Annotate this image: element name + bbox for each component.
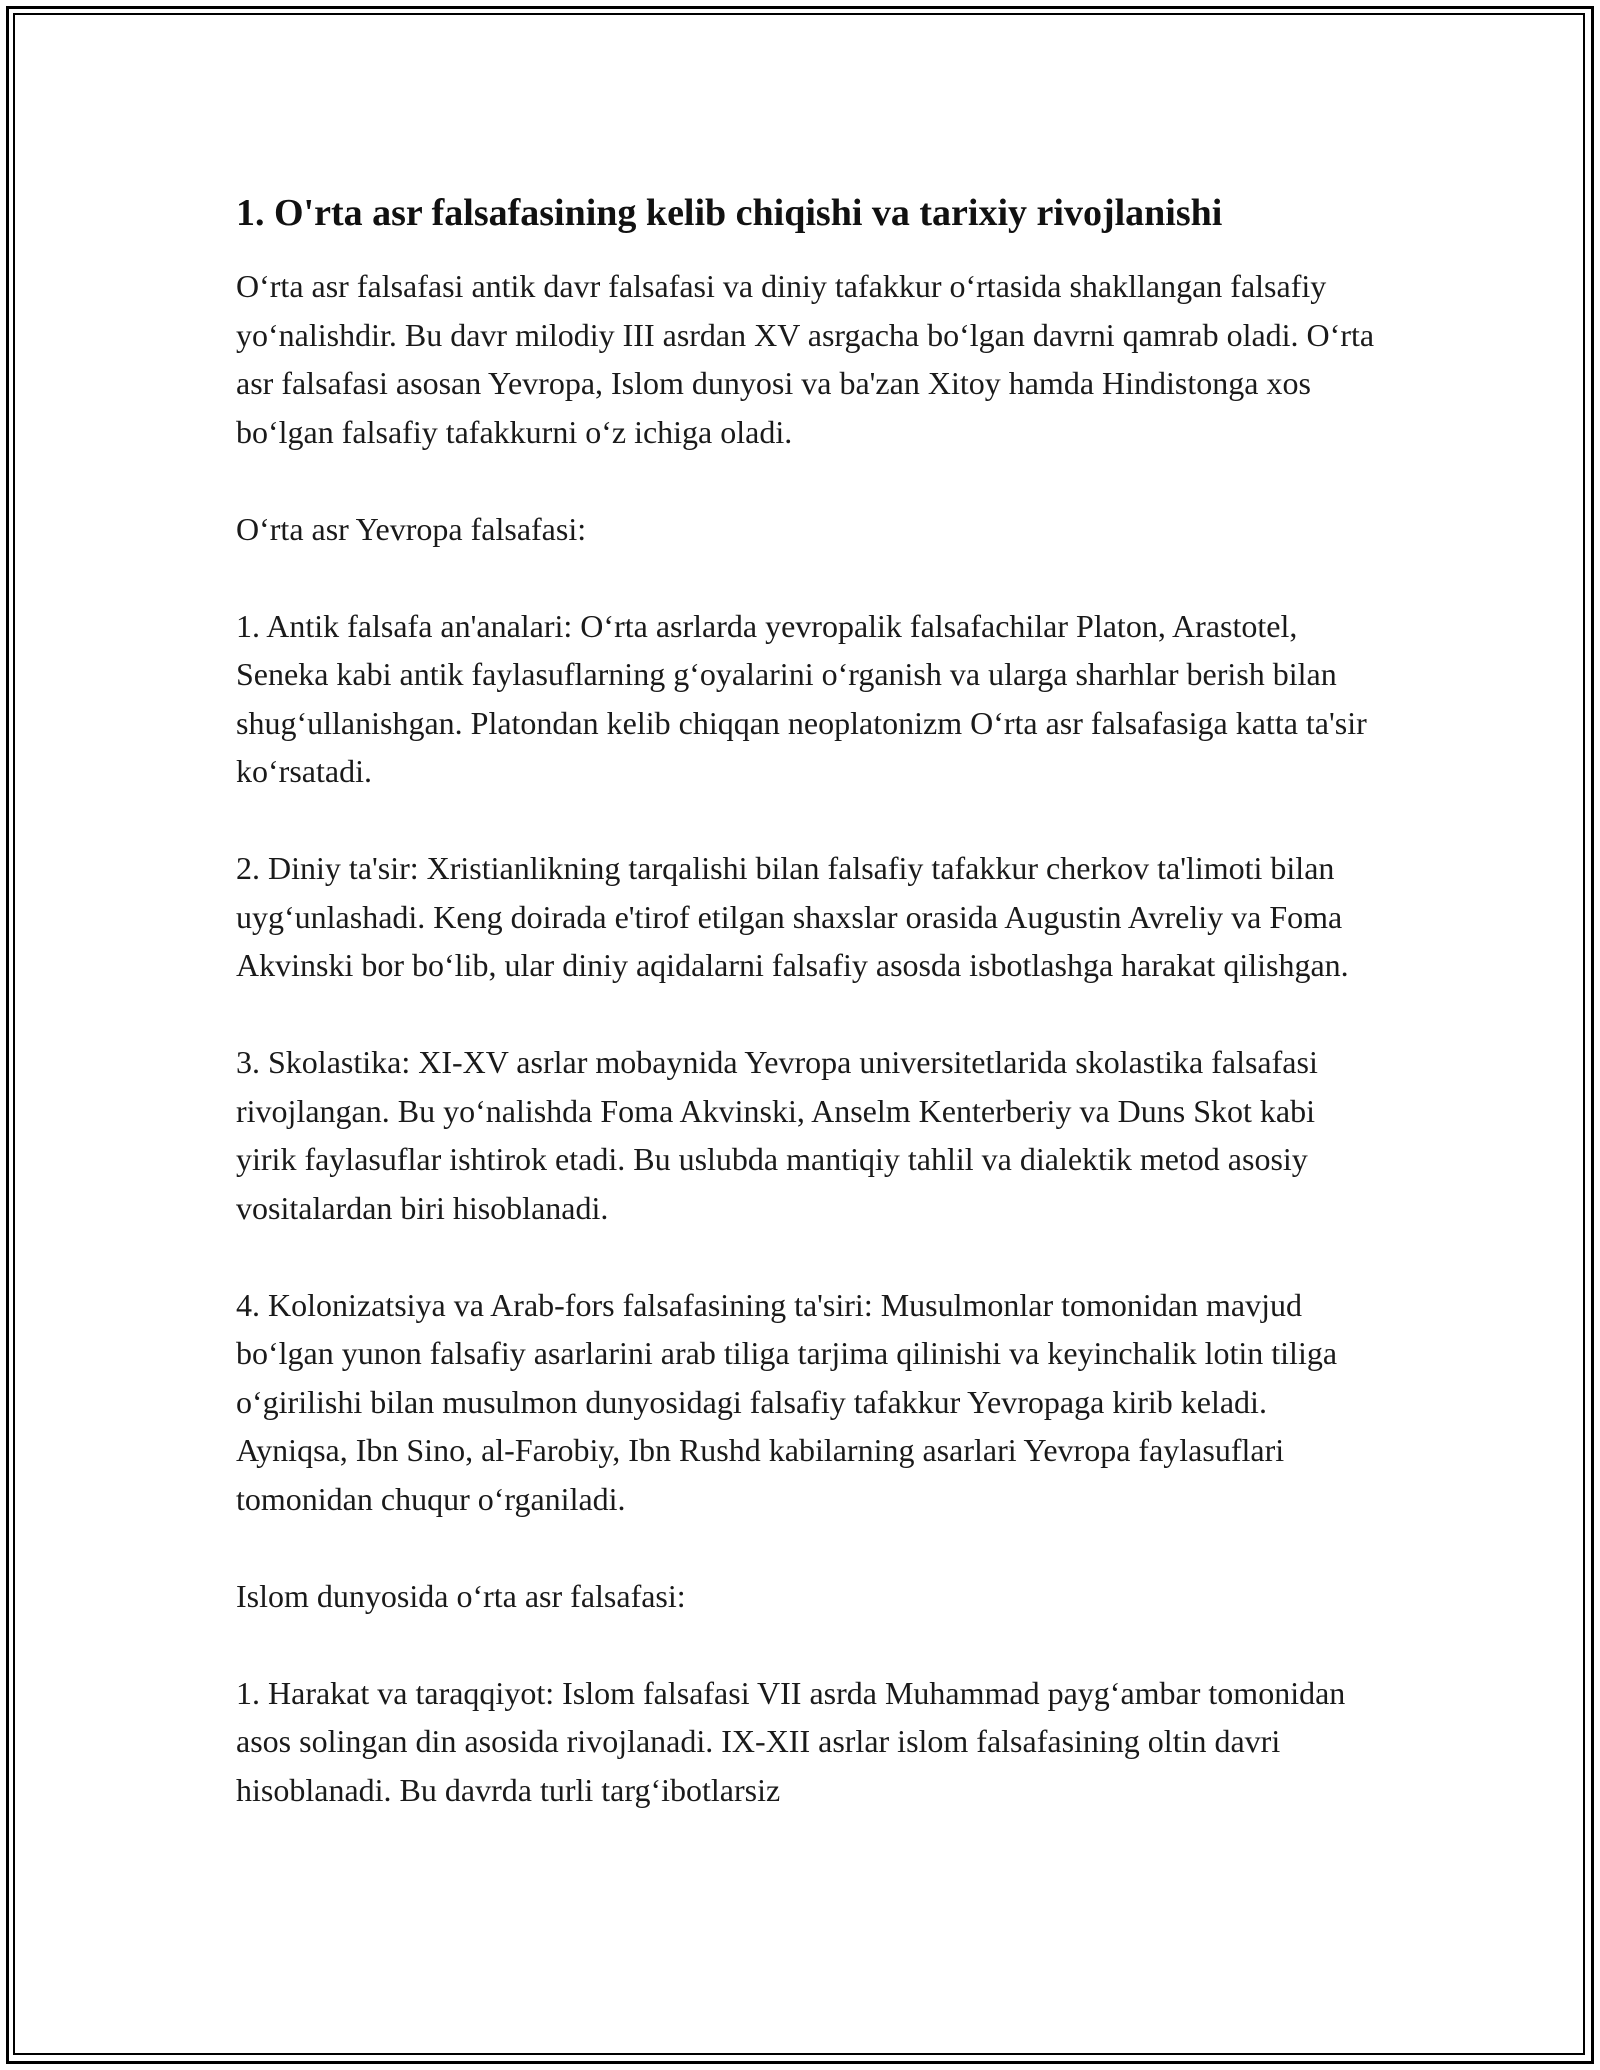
subheading-islamic-world: Islom dunyosida o‘rta asr falsafasi: [236,1577,686,1614]
document-body [236,188,1376,1863]
paragraph-scholasticism: 3. Skolastika: XI-XV asrlar mobaynida Yevropa universitetlarida skolastika falsafasi rivojlangan. Bu yo‘nalishda Foma Akvinski, Anselm Kenterberiy va Duns Skot kabi yirik faylasuflar ishtirok etadi. Bu uslubda mantiqiy tahlil va dialektik metod asosiy vositalardan biri hisoblanadi. [236,1044,1318,1226]
paragraph-arab-persian-influence: 4. Kolonizatsiya va Arab-fors falsafasining ta'siri: Musulmonlar tomonidan mavjud bo‘lgan yunon falsafiy asarlarini arab tiliga tarjima qilinishi va keyinchalik lotin tiliga o‘girilishi bilan musulmon dunyosidagi falsafiy tafakkur Yevropaga kirib keladi. Ayniqsa, Ibn Sino, al-Farobiy, Ibn Rushd kabilarning asarlari Yevropa faylasuflari tomonidan chuqur o‘rganiladi. [236,1286,1338,1517]
paragraph-religious-influence: 2. Diniy ta'sir: Xristianlikning tarqalishi bilan falsafiy tafakkur cherkov ta'limoti bilan uyg‘unlashadi. Keng doirada e'tirof etilgan shaxslar orasida Augustin Avreliy va Foma Akvinski bor bo‘lib, ular diniy aqidalarni falsafiy asosda isbotlashga harakat qilishgan. [236,850,1349,983]
subheading-europe: O‘rta asr Yevropa falsafasi: [236,510,587,547]
intro-paragraph: O‘rta asr falsafasi antik davr falsafasi va diniy tafakkur o‘rtasida shakllangan falsafiy yo‘nalishdir. Bu davr milodiy III asrdan XV asrgacha bo‘lgan davrni qamrab oladi. O‘rta asr falsafasi asosan Yevropa, Islom dunyosi va ba'zan Xitoy hamda Hindistonga xos bo‘lgan falsafiy tafakkurni o‘z ichiga oladi. [236,268,1375,450]
paragraph-movement-progress: 1. Harakat va taraqqiyot: Islom falsafasi VII asrda Muhammad payg‘ambar tomonidan asos solingan din asosida rivojlanadi. IX-XII asrlar islom falsafasining oltin davri hisoblanadi. Bu davrda turli targ‘ibotlarsiz [236,1674,1346,1808]
section-heading: 1. O'rta asr falsafasining kelib chiqishi va tarixiy rivojlanishi [236,192,1223,234]
paragraph-antique-traditions: 1. Antik falsafa an'analari: O‘rta asrlarda yevropalik falsafachilar Platon, Arastotel, Seneka kabi antik faylasuflarning g‘oyalarini o‘rganish va ularga sharhlar berish bilan shug‘ullanishgan. Platondan kelib chiqqan neoplatonizm O‘rta asr falsafasiga katta ta'sir ko‘rsatadi. [236,607,1367,789]
